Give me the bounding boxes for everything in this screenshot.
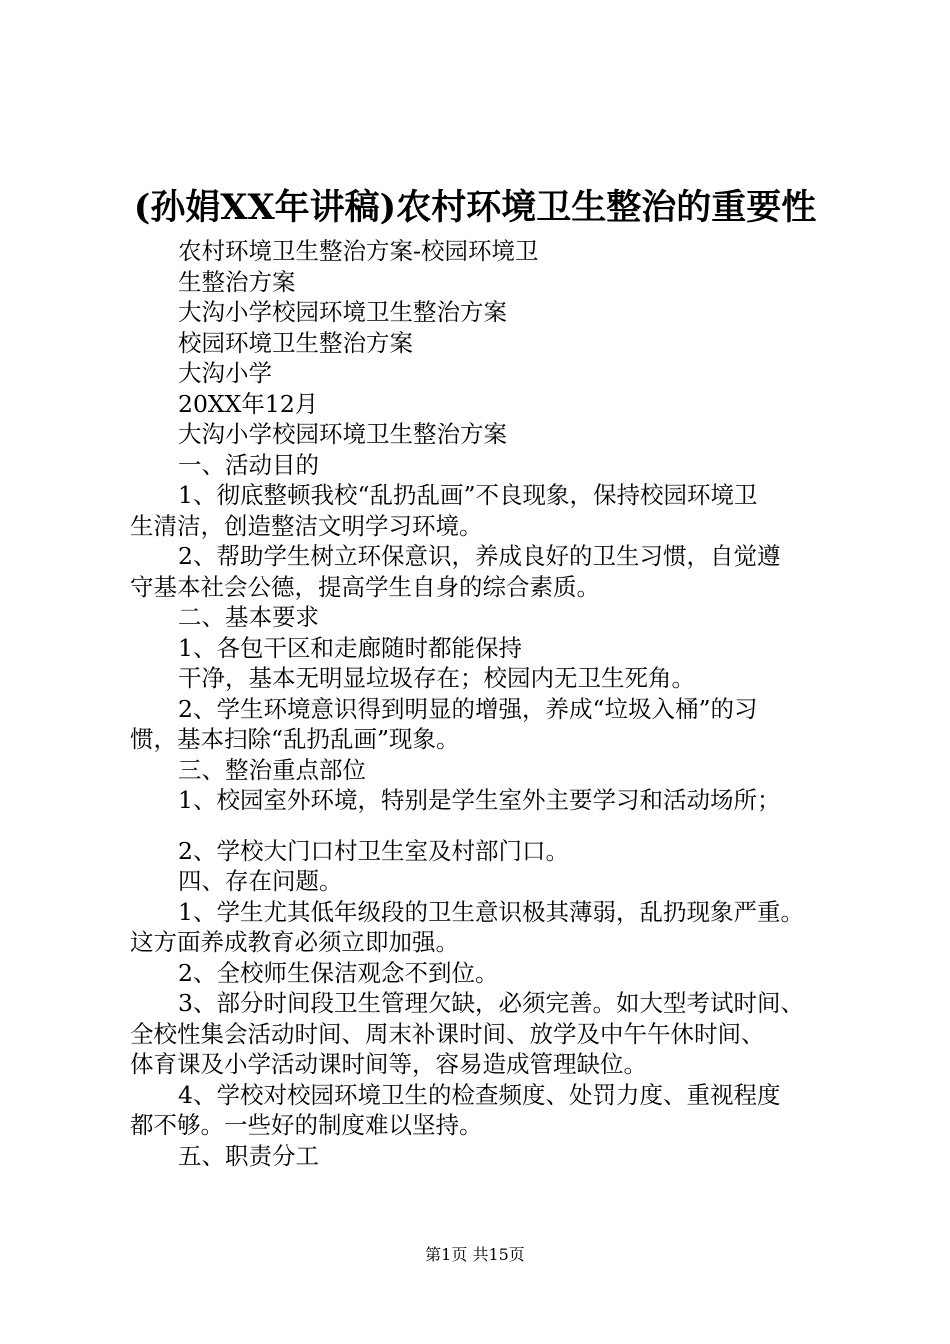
body-line: 干净，基本无明显垃圾存在；校园内无卫生死角。	[178, 664, 695, 692]
body-line: 1、彻底整顿我校“乱扔乱画”不良现象，保持校园环境卫	[178, 481, 758, 509]
body-line: 大沟小学	[178, 359, 272, 387]
section-heading: 五、职责分工	[178, 1141, 319, 1170]
body-line: 大沟小学校园环境卫生整治方案	[178, 298, 507, 326]
body-line: 20XX年12月	[178, 389, 319, 418]
section-heading: 三、整治重点部位	[178, 755, 366, 784]
body-line: 这方面养成教育必须立即加强。	[130, 928, 459, 956]
body-line: 农村环境卫生整治方案-校园环境卫	[178, 237, 539, 265]
body-line: 校园环境卫生整治方案	[178, 328, 413, 357]
paragraph-gap	[130, 816, 850, 836]
page-footer: 第1页 共15页	[425, 1245, 525, 1264]
body-line: 大沟小学校园环境卫生整治方案	[178, 420, 507, 448]
section-heading: 二、基本要求	[178, 603, 319, 631]
document-title: (孙娟XX年讲稿)农村环境卫生整治的重要性	[133, 187, 817, 228]
section-heading: 一、活动目的	[178, 450, 319, 479]
body-line: 体育课及小学活动课时间等，容易造成管理缺位。	[130, 1050, 647, 1078]
document-body	[130, 236, 850, 1171]
body-line: 2、学校大门口村卫生室及村部门口。	[178, 836, 569, 865]
body-line: 惯，基本扫除“乱扔乱画”现象。	[130, 725, 460, 753]
body-line: 全校性集会活动时间、周末补课时间、放学及中午午休时间、	[130, 1019, 765, 1048]
body-line: 2、帮助学生树立环保意识，养成良好的卫生习惯，自觉遵	[178, 542, 781, 570]
body-line: 守基本社会公德，提高学生自身的综合素质。	[130, 572, 600, 601]
body-line: 4、学校对校园环境卫生的检查频度、处罚力度、重视程度	[178, 1080, 781, 1109]
body-line: 2、学生环境意识得到明显的增强，养成“垃圾入桶”的习	[178, 694, 758, 723]
section-heading: 四、存在问题。	[178, 867, 343, 895]
body-line: 1、校园室外环境，特别是学生室外主要学习和活动场所；	[178, 786, 781, 814]
body-line: 3、部分时间段卫生管理欠缺，必须完善。如大型考试时间、	[178, 989, 804, 1017]
body-line: 1、学生尤其低年级段的卫生意识极其薄弱，乱扔现象严重。	[178, 897, 804, 926]
body-line: 都不够。一些好的制度难以坚持。	[130, 1111, 483, 1139]
body-line: 生整治方案	[178, 267, 296, 296]
body-line: 生清洁，创造整洁文明学习环境。	[130, 511, 483, 540]
body-line: 2、全校师生保洁观念不到位。	[178, 958, 499, 987]
body-line: 1、各包干区和走廊随时都能保持	[178, 633, 522, 662]
